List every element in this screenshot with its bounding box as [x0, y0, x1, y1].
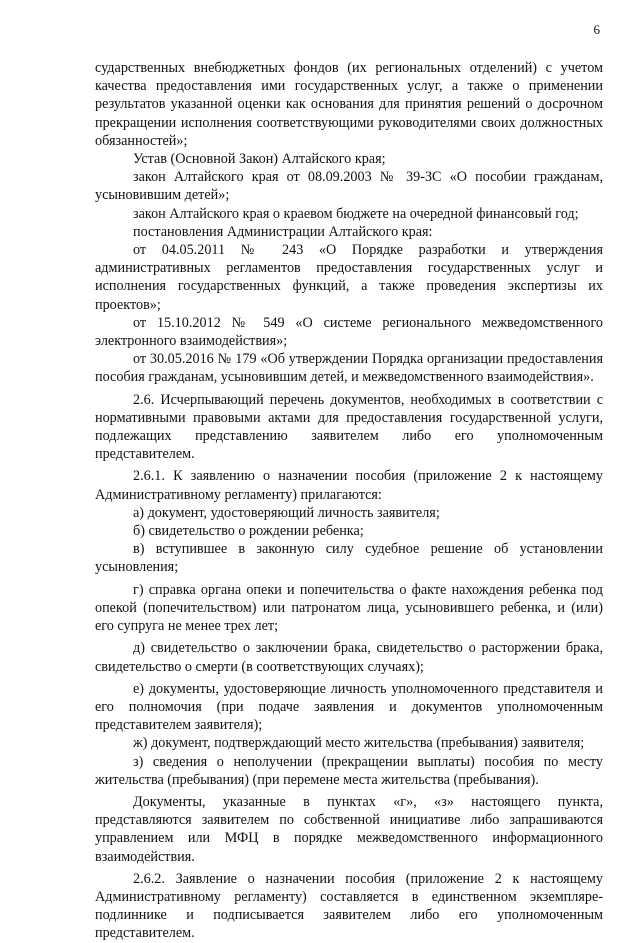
paragraph: от 04.05.2011 № 243 «О Порядке разработки и утверждения административных регламентов предоставления государственных услуг и исполнения государственных функций, а также проведения экспертизы их проектов»; — [95, 242, 603, 313]
paragraph: 2.6. Исчерпывающий перечень документов, необходимых в соответствии с нормативными правовыми актами для предоставления государственной услуги, подлежащих представлению заявителем либо его уполномоченным представителем. — [95, 391, 603, 463]
paragraph: г) справка органа опеки и попечительства о факте нахождения ребенка под опекой (попечительством) или патронатом лица, усыновившего ребенка, и (или) его супруга не менее трех лет; — [95, 581, 603, 635]
paragraph: сударственных внебюджетных фондов (их региональных отделений) с учетом качества предоставления ими государственных услуг, а также о применении результатов указанной оценки как основания для принятия решений о досрочном прекращении исполнения соответствующими руководителями своих должностных обязанностей»; — [95, 60, 603, 149]
paragraph: д) свидетельство о заключении брака, свидетельство о расторжении брака, свидетельство о смерти (в соответствующих случаях); — [95, 640, 603, 675]
paragraph: е) документы, удостоверяющие личность уполномоченного представителя и его полномочия (при подаче заявления и документов уполномоченным представителем заявителя); — [95, 680, 603, 734]
document-body — [95, 59, 603, 943]
paragraph: з) сведения о неполучении (прекращении выплаты) пособия по месту жительства (пребывания) (при перемене места жительства (пребывания). — [95, 753, 603, 788]
paragraph: 2.6.1. К заявлению о назначении пособия (приложение 2 к настоящему Административному регламенту) прилагаются: — [95, 468, 603, 503]
paragraph: Документы, указанные в пунктах «г», «з» настоящего пункта, представляются заявителем по собственной инициативе либо запрашиваются управлением или МФЦ в порядке межведомственного информационного взаимодействия. — [95, 793, 603, 865]
paragraph: а) документ, удостоверяющий личность заявителя; — [133, 504, 440, 521]
paragraph: от 15.10.2012 № 549 «О системе регионального межведомственного электронного взаимодействия»; — [95, 314, 603, 350]
paragraph: в) вступившее в законную силу судебное решение об установлении усыновления; — [95, 541, 603, 576]
paragraph: ж) документ, подтверждающий место жительства (пребывания) заявителя; — [133, 735, 585, 752]
paragraph: закон Алтайского края от 08.09.2003 № 39-ЗС «О пособии гражданам, усыновившим детей»; — [95, 169, 603, 204]
paragraph: постановления Администрации Алтайского края: — [133, 223, 433, 240]
paragraph: от 30.05.2016 № 179 «Об утверждении Порядка организации предоставления пособия гражданам, усыновившим детей, и межведомственного взаимодействия». — [95, 351, 603, 386]
page-number: 6 — [593, 22, 600, 37]
paragraph: б) свидетельство о рождении ребенка; — [133, 523, 364, 540]
paragraph: Устав (Основной Закон) Алтайского края; — [133, 151, 386, 168]
paragraph: 2.6.2. Заявление о назначении пособия (приложение 2 к настоящему Административному регламенту) составляется в единственном экземпляре-подлиннике и подписывается заявителем либо его уполномоченным представителем. — [95, 870, 603, 942]
paragraph: закон Алтайского края о краевом бюджете на очередной финансовый год; — [133, 205, 579, 222]
